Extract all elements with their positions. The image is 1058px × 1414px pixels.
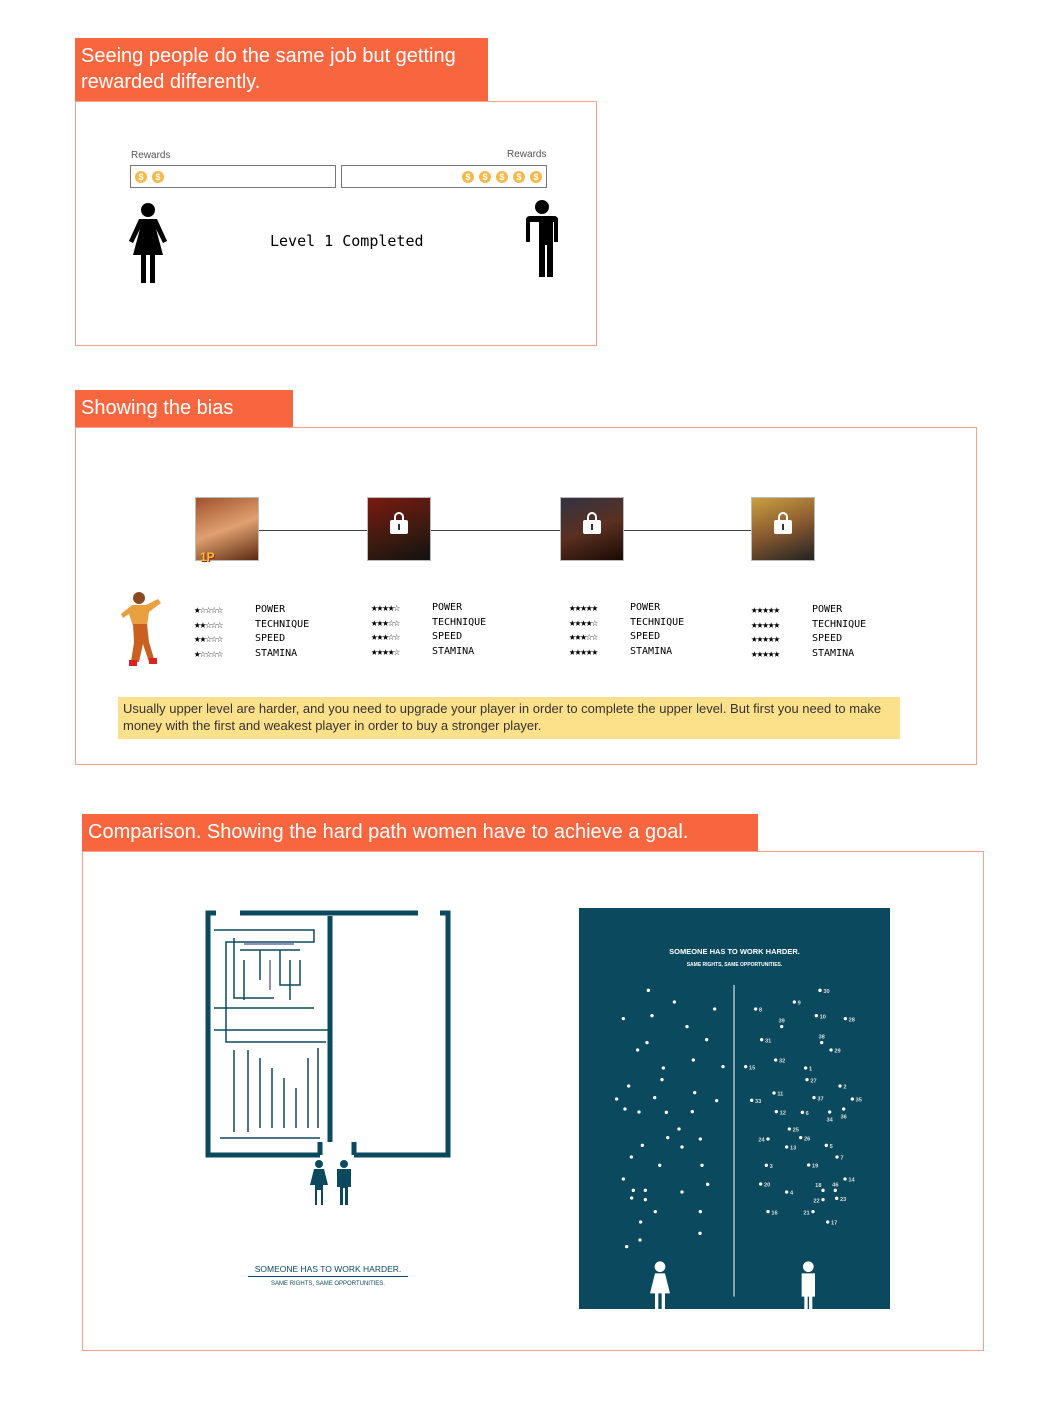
stat-row [569, 630, 684, 645]
numbered-dot [821, 1189, 824, 1192]
right-rewards-label: Rewards [507, 149, 547, 160]
stat-row [194, 647, 309, 662]
star-rating: ★★★★★ [569, 601, 598, 614]
section1-title: Seeing people do the same job but getting rewarded differently. [75, 38, 488, 101]
dot-label: 6 [805, 1111, 809, 1117]
coin-icon: $ [496, 171, 508, 183]
dot [699, 1137, 702, 1140]
dot [650, 1014, 653, 1017]
dot [677, 1127, 680, 1130]
numbered-dot [772, 1091, 775, 1094]
character-stats [194, 603, 309, 661]
maze-subcaption: SAME RIGHTS, SAME OPPORTUNITIES. [271, 1281, 385, 1287]
coin-icon: $ [479, 171, 491, 183]
dot-label: 15 [749, 1065, 756, 1072]
numbered-dot [838, 1084, 841, 1087]
bias-note: Usually upper level are harder, and you need to upgrade your player in order to complete the upper level. But first you need to make money with the first and weakest player in order to buy a stronger player. [118, 697, 900, 739]
dot-label: 46 [832, 1182, 839, 1189]
stat-label: SPEED [432, 631, 463, 642]
dot [647, 989, 650, 992]
star-rating: ★★☆☆☆ [194, 617, 223, 631]
dot [666, 1136, 669, 1139]
dot [685, 1025, 688, 1028]
dot-label: 21 [803, 1210, 810, 1217]
dot [630, 1196, 633, 1199]
numbered-dot [788, 1127, 791, 1130]
dot [622, 1177, 625, 1180]
dot [713, 1007, 716, 1010]
dot [692, 1058, 695, 1061]
stat-row [371, 601, 486, 616]
dot-label: 30 [823, 989, 830, 995]
dot [680, 1190, 683, 1193]
dot-label: 12 [779, 1110, 786, 1117]
dot [673, 1000, 676, 1003]
star-rating: ★★★☆☆ [569, 630, 598, 643]
stat-row [194, 603, 309, 618]
dot [639, 1220, 642, 1223]
dot [698, 1232, 701, 1235]
star-rating: ★★★★★ [751, 617, 780, 631]
dot-label: 28 [848, 1017, 855, 1024]
stat-row [194, 618, 309, 633]
numbered-dot [844, 1017, 847, 1020]
dot [636, 1048, 639, 1051]
numbered-dot [851, 1097, 854, 1100]
numbered-dot [801, 1111, 804, 1114]
star-rating: ★★★★★ [569, 644, 598, 658]
numbered-dot [828, 1110, 831, 1113]
numbered-dot [812, 1096, 815, 1099]
dot-label: 13 [790, 1145, 797, 1152]
dot-field [579, 908, 890, 1309]
stat-label: POWER [630, 602, 661, 613]
stat-label: POWER [812, 604, 843, 615]
dot [665, 1111, 668, 1114]
character-stats [371, 601, 486, 659]
numbered-dot [835, 1155, 838, 1158]
dot-label: 18 [815, 1183, 822, 1189]
star-rating: ★★★★★ [751, 603, 780, 616]
stat-row [194, 632, 309, 647]
stat-label: POWER [255, 604, 286, 615]
coin-icon: $ [462, 171, 474, 183]
lock-icon [390, 520, 408, 534]
numbered-dot [843, 1177, 846, 1180]
dot [644, 1189, 647, 1192]
dot-label: 35 [855, 1097, 862, 1104]
numbered-dot [750, 1099, 753, 1102]
character-stats [569, 601, 684, 659]
numbered-dot [793, 1000, 796, 1003]
stat-label: SPEED [255, 633, 286, 644]
dot-label: 1 [809, 1066, 813, 1073]
numbered-dot [805, 1078, 808, 1081]
dot [660, 1078, 663, 1081]
stat-row [371, 616, 486, 631]
stat-row [751, 647, 866, 662]
stat-label: SPEED [812, 633, 843, 644]
numbered-dot [807, 1163, 810, 1166]
right-rewards-bar [341, 165, 547, 188]
numbered-dot [799, 1136, 802, 1139]
numbered-dot [815, 1014, 818, 1017]
dot-label: 36 [840, 1114, 847, 1121]
dot-label: 17 [831, 1220, 838, 1227]
stat-label: STAMINA [812, 647, 855, 659]
dot-label: 24 [758, 1137, 765, 1144]
dot [623, 1107, 626, 1110]
dot-label: 22 [813, 1198, 820, 1205]
dot-label: 16 [771, 1210, 778, 1217]
dot-label: 38 [818, 1034, 825, 1041]
character-portrait[interactable] [751, 497, 815, 561]
dot-label: 33 [755, 1099, 762, 1105]
star-rating: ★☆☆☆☆ [194, 646, 223, 660]
stat-row [751, 603, 866, 618]
numbered-dot [785, 1145, 788, 1148]
dot-label: 39 [778, 1018, 785, 1025]
numbered-dot [765, 1164, 768, 1167]
character-stats [751, 603, 866, 661]
character-portrait[interactable] [195, 497, 259, 564]
numbered-dot [811, 1210, 814, 1213]
stat-label: POWER [432, 602, 463, 613]
progression-line [259, 530, 753, 531]
player-badge: 1P [200, 550, 215, 564]
numbered-dot [834, 1189, 837, 1192]
numbered-dot [829, 1048, 832, 1051]
numbered-dot [766, 1137, 769, 1140]
woman-man-icon [308, 1160, 356, 1206]
dot-label: 26 [804, 1136, 811, 1143]
dot [699, 1210, 702, 1213]
stat-row [371, 645, 486, 660]
numbered-dot [759, 1182, 762, 1185]
numbered-dot [766, 1210, 769, 1213]
dot [700, 1164, 703, 1167]
numbered-dot [835, 1197, 838, 1200]
stat-row [569, 616, 684, 631]
star-rating: ★★★☆☆ [371, 630, 400, 643]
dot [705, 1038, 708, 1041]
numbered-dot [754, 1007, 757, 1010]
dot-label: 8 [759, 1007, 763, 1014]
dot [721, 1065, 724, 1068]
dot [653, 1096, 656, 1099]
dot-label: 23 [840, 1197, 847, 1203]
dot [691, 1110, 694, 1113]
dot-label: 3 [769, 1164, 773, 1170]
numbered-dot [821, 1198, 824, 1201]
stat-row [371, 630, 486, 645]
dot-label: 29 [834, 1048, 841, 1055]
numbered-dot [818, 989, 821, 992]
lock-icon [774, 520, 792, 534]
poster-subtitle: SAME RIGHTS, SAME OPPORTUNITIES. [686, 962, 783, 968]
star-rating: ★★★★☆ [569, 615, 598, 629]
stat-label: TECHNIQUE [630, 616, 685, 628]
fighter-sprite [117, 588, 171, 668]
dot-label: 37 [817, 1096, 824, 1103]
dot [632, 1189, 635, 1192]
coin-icon: $ [152, 171, 164, 183]
maze-caption: SOMEONE HAS TO WORK HARDER. [248, 1264, 408, 1277]
stat-row [751, 632, 866, 647]
dot-poster [579, 908, 890, 1309]
dot [706, 1183, 709, 1186]
dot-label: 2 [843, 1084, 847, 1091]
dot-label: 9 [797, 1000, 801, 1007]
character-portrait[interactable] [367, 497, 431, 561]
numbered-dot [826, 1220, 829, 1223]
stat-label: STAMINA [255, 647, 298, 659]
stat-label: SPEED [630, 631, 661, 642]
stat-label: TECHNIQUE [812, 618, 867, 630]
stat-row [751, 618, 866, 633]
dot-label: 4 [790, 1190, 794, 1197]
stat-label: TECHNIQUE [255, 618, 310, 630]
coin-icon: $ [513, 171, 525, 183]
dot-label: 19 [812, 1163, 819, 1170]
numbered-dot [775, 1110, 778, 1113]
dot [693, 1091, 696, 1094]
numbered-dot [785, 1190, 788, 1193]
dot [715, 1099, 718, 1102]
dot-label: 25 [792, 1127, 799, 1134]
dot [630, 1155, 633, 1158]
stat-label: STAMINA [432, 645, 475, 657]
numbered-dot [774, 1058, 777, 1061]
star-rating: ★★☆☆☆ [194, 632, 223, 645]
dot-label: 7 [840, 1155, 844, 1162]
left-rewards-bar [130, 165, 336, 188]
star-rating: ★☆☆☆☆ [194, 603, 223, 616]
star-rating: ★★★☆☆ [371, 615, 400, 629]
dot [622, 1017, 625, 1020]
dot [680, 1145, 683, 1148]
star-rating: ★★★★★ [751, 646, 780, 660]
woman-icon [125, 202, 171, 284]
dot [638, 1238, 641, 1241]
coin-icon: $ [530, 171, 542, 183]
star-rating: ★★★★★ [751, 632, 780, 645]
dot [641, 1144, 644, 1147]
poster-title: SOMEONE HAS TO WORK HARDER. [669, 947, 800, 956]
character-portrait[interactable] [560, 497, 624, 561]
dot-label: 14 [848, 1177, 855, 1184]
numbered-dot [825, 1144, 828, 1147]
numbered-dot [760, 1038, 763, 1041]
section3-title: Comparison. Showing the hard path women have to achieve a goal. [82, 814, 758, 851]
dot-label: 34 [826, 1117, 833, 1124]
dot [627, 1084, 630, 1087]
dot-label: 31 [765, 1038, 772, 1045]
stat-label: STAMINA [630, 645, 673, 657]
numbered-dot [780, 1025, 783, 1028]
dot [662, 1066, 665, 1069]
lock-icon [583, 520, 601, 534]
dot-label: 27 [810, 1078, 817, 1085]
numbered-dot [744, 1065, 747, 1068]
numbered-dot [842, 1107, 845, 1110]
dot [637, 1110, 640, 1113]
dot-label: 5 [829, 1144, 833, 1150]
numbered-dot [804, 1066, 807, 1069]
coin-icon: $ [135, 171, 147, 183]
dot-label: 20 [764, 1182, 771, 1189]
dot-label: 11 [777, 1091, 784, 1098]
dot [658, 1164, 661, 1167]
man-icon [524, 199, 560, 279]
star-rating: ★★★★☆ [371, 601, 400, 614]
dot [625, 1245, 628, 1248]
dot [654, 1210, 657, 1213]
level-completed-text: Level 1 Completed [270, 232, 424, 250]
stat-row [569, 645, 684, 660]
star-rating: ★★★★☆ [371, 644, 400, 658]
dot [645, 1041, 648, 1044]
dot-label: 32 [779, 1058, 786, 1065]
stat-row [569, 601, 684, 616]
section2-title: Showing the bias [75, 390, 293, 427]
left-rewards-label: Rewards [131, 150, 171, 161]
dot-label: 10 [819, 1014, 826, 1021]
stat-label: TECHNIQUE [432, 616, 487, 628]
numbered-dot [820, 1041, 823, 1044]
dot [615, 1097, 618, 1100]
dot [644, 1198, 647, 1201]
